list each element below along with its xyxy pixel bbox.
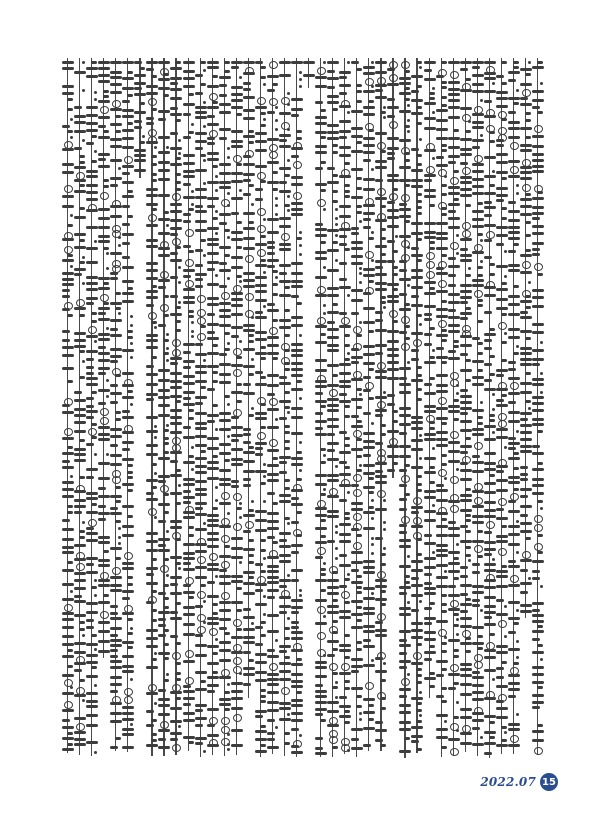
text-column <box>398 58 412 758</box>
text-column <box>519 58 533 758</box>
text-column <box>338 58 352 758</box>
text-column <box>145 58 159 758</box>
text-column <box>495 58 509 758</box>
text-column <box>242 58 256 758</box>
text-column <box>290 58 304 758</box>
text-column <box>182 58 196 758</box>
text-column <box>302 58 316 758</box>
text-column <box>85 58 99 758</box>
text-column <box>109 58 123 758</box>
text-column <box>531 58 545 758</box>
text-column <box>362 58 376 758</box>
text-column <box>459 58 473 758</box>
vertical-text-block <box>62 58 544 758</box>
text-column <box>169 58 183 758</box>
text-column <box>326 58 340 758</box>
text-column <box>483 58 497 758</box>
text-column <box>97 58 111 758</box>
issue-date: 2022.07 <box>480 775 536 789</box>
text-column <box>447 58 461 758</box>
text-column <box>194 58 208 758</box>
text-column <box>314 58 328 758</box>
text-column <box>350 58 364 758</box>
text-column <box>374 58 388 758</box>
text-column <box>230 58 244 758</box>
text-column <box>73 58 87 758</box>
page-number-badge: 15 <box>540 773 558 791</box>
text-column <box>471 58 485 758</box>
text-column <box>423 58 437 758</box>
text-column <box>206 58 220 758</box>
text-column <box>435 58 449 758</box>
text-column <box>410 58 424 758</box>
text-column <box>157 58 171 758</box>
text-column <box>386 58 400 758</box>
text-column <box>507 58 521 758</box>
text-column <box>61 58 75 758</box>
text-column <box>278 58 292 758</box>
text-column <box>121 58 135 758</box>
page-footer <box>480 772 558 792</box>
text-column <box>218 58 232 758</box>
text-column <box>254 58 268 758</box>
text-column <box>133 58 147 758</box>
text-column <box>266 58 280 758</box>
